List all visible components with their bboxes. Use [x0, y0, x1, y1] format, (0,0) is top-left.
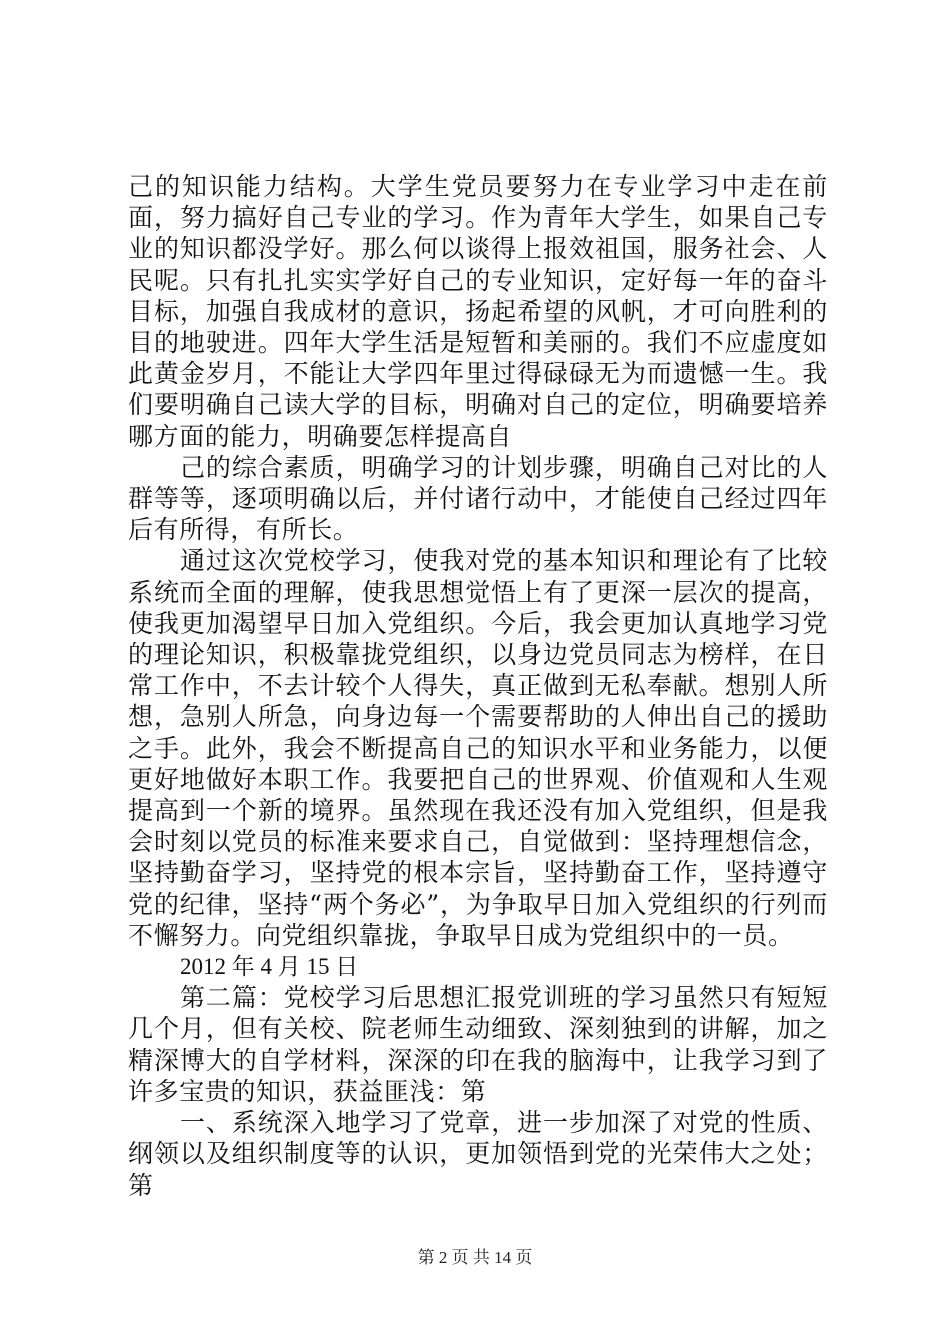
document-body	[128, 171, 828, 1201]
paragraph-1: 己的知识能力结构。大学生党员要努力在专业学习中走在前面，努力搞好自己专业的学习。作为青年大学生，如果自己专业的知识都没学好。那么何以谈得上报效祖国，服务社会、人民呢。只有扎扎实实学好自己的专业知识，定好每一年的奋斗目标，加强自我成材的意识，扬起希望的风帆，才可向胜利的目的地驶进。四年大学生活是短暂和美丽的。我们不应虚度如此黄金岁月，不能让大学四年里过得碌碌无为而遗憾一生。我们要明确自己读大学的目标，明确对自己的定位，明确要培养哪方面的能力，明确要怎样提高自	[128, 172, 828, 451]
paragraph-2: 己的综合素质，明确学习的计划步骤，明确自己对比的人群等等，逐项明确以后，并付诸行动中，才能使自己经过四年后有所得，有所长。	[128, 452, 828, 545]
paragraph-4: 第二篇：党校学习后思想汇报党训班的学习虽然只有短短几个月，但有关校、院老师生动细致、深刻独到的讲解，加之精深博大的自学材料，深深的印在我的脑海中，让我学习到了许多宝贵的知识，获益匪浅：第	[128, 983, 828, 1106]
page-number-footer: 第 2 页 共 14 页	[417, 1248, 533, 1267]
paragraph-3: 通过这次党校学习，使我对党的基本知识和理论有了比较系统而全面的理解，使我思想觉悟上有了更深一层次的提高，使我更加渴望早日加入党组织。今后，我会更加认真地学习党的理论知识，积极靠拢党组织，以身边党员同志为榜样，在日常工作中，不去计较个人得失，真正做到无私奉献。想别人所想，急别人所急，向身边每一个需要帮助的人伸出自己的援助之手。此外，我会不断提高自己的知识水平和业务能力，以便更好地做好本职工作。我要把自己的世界观、价值观和人生观提高到一个新的境界。虽然现在我还没有加入党组织，但是我会时刻以党员的标准来要求自己，自觉做到：坚持理想信念，坚持勤奋学习，坚持党的根本宗旨，坚持勤奋工作，坚持遵守党的纪律，坚持“两个务必”，为争取早日加入党组织的行列而不懈努力。向党组织靠拢，争取早日成为党组织中的一员。	[128, 546, 828, 950]
paragraph-5: 一、系统深入地学习了党章，进一步加深了对党的性质、纲领以及组织制度等的认识，更加领悟到党的光荣伟大之处；第	[128, 1108, 828, 1200]
date-line: 2012 年 4 月 15 日	[180, 954, 359, 980]
